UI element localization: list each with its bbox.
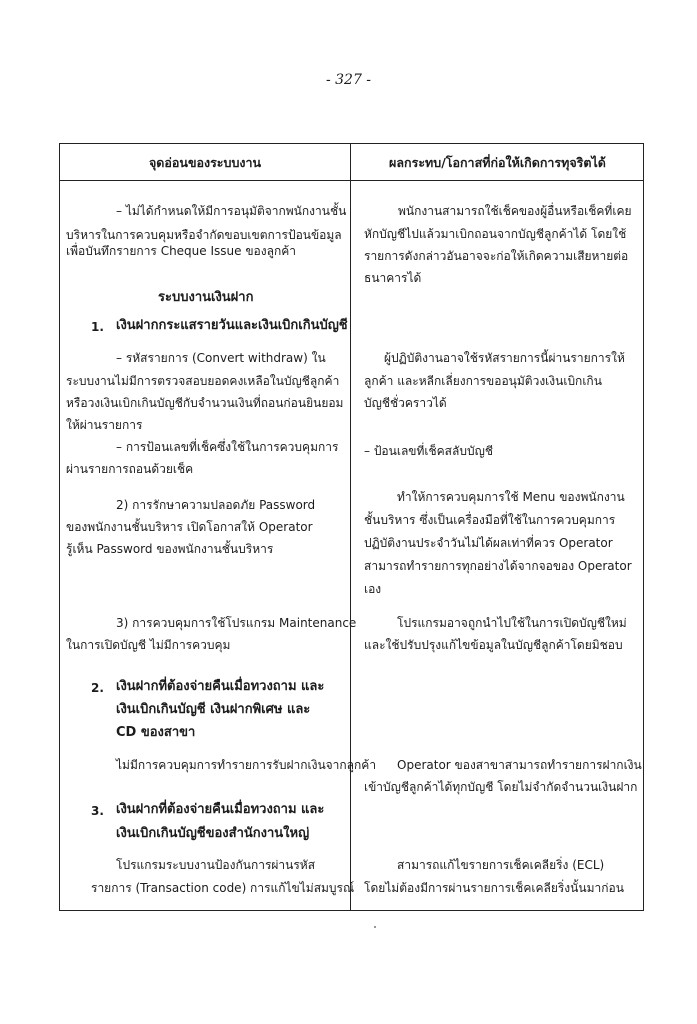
right-r4-line5: เอง bbox=[364, 582, 382, 596]
scan-speck bbox=[374, 926, 376, 928]
left-p1-line2: บริหารในการควบคุมหรือจำกัดขอบเขตการป้อนข้อมูล bbox=[66, 228, 342, 242]
item2-heading-line1: เงินฝากที่ต้องจ่ายคืนเมื่อทวงถาม และ bbox=[116, 679, 325, 694]
section-heading-deposit: ระบบงานเงินฝาก bbox=[158, 290, 254, 305]
left-p4-line3: รู้เห็น Password ของพนักงานชั้นบริหาร bbox=[66, 542, 274, 556]
item3-heading-line2: เงินเบิกเกินบัญชีของสำนักงานใหญ่ bbox=[116, 826, 310, 841]
right-r7-line1: สามารถแก้ไขรายการเช็คเคลียริ่ง (ECL) bbox=[397, 858, 605, 872]
left-p2-line4: ให้ผ่านรายการ bbox=[66, 418, 143, 432]
left-p4-line2: ของพนักงานชั้นบริหาร เปิดโอกาสให้ Operator bbox=[66, 520, 313, 534]
right-r4-line4: สามารถทำรายการทุกอย่างได้จากจอของ Operator bbox=[364, 559, 632, 573]
item2-heading-line2: เงินเบิกเกินบัญชี เงินฝากพิเศษ และ bbox=[116, 702, 311, 717]
right-r7-line2: โดยไม่ต้องมีการผ่านรายการเช็คเคลียริ่งนั้นมาก่อน bbox=[364, 881, 624, 895]
left-p1-line3: เพื่อบันทึกรายการ Cheque Issue ของลูกค้า bbox=[66, 244, 296, 258]
right-r4-line1: ทำให้การควบคุมการใช้ Menu ของพนักงาน bbox=[397, 490, 625, 504]
header-impact: ผลกระทบ/โอกาสที่ก่อให้เกิดการทุจริตได้ bbox=[389, 155, 606, 170]
header-weakness: จุดอ่อนของระบบงาน bbox=[148, 155, 262, 170]
right-r5-line2: และใช้ปรับปรุงแก้ไขข้อมูลในบัญชีลูกค้าโดยมิชอบ bbox=[364, 638, 623, 652]
right-r6-line2: เข้าบัญชีลูกค้าได้ทุกบัญชี โดยไม่จำกัดจำนวนเงินฝาก bbox=[364, 780, 638, 794]
item1-number: 1. bbox=[91, 320, 104, 334]
left-p7-line1: โปรแกรมระบบงานป้องกันการผ่านรหัส bbox=[116, 858, 316, 872]
column-divider bbox=[350, 144, 351, 910]
left-p6: ไม่มีการควบคุมการทำรายการรับฝากเงินจากลูกค้า bbox=[116, 758, 377, 772]
right-r4-line3: ปฏิบัติงานประจำวันไม่ได้ผลเท่าที่ควร Operator bbox=[364, 536, 613, 550]
item1-heading: เงินฝากกระแสรายวันและเงินเบิกเกินบัญชี bbox=[116, 318, 348, 333]
page-number: - 327 - bbox=[325, 72, 372, 88]
right-r6-line1: Operator ของสาขาสามารถทำรายการฝากเงิน bbox=[397, 758, 642, 772]
header-divider bbox=[60, 180, 643, 181]
right-r3: – ป้อนเลขที่เช็คสลับบัญชี bbox=[364, 444, 493, 458]
right-r1-line4: ธนาคารได้ bbox=[364, 271, 422, 285]
item2-heading-line3: CD ของสาขา bbox=[116, 725, 196, 740]
right-r1-line3: รายการดังกล่าวอันอาจจะก่อให้เกิดความเสียหายต่อ bbox=[364, 249, 629, 263]
left-p5-line1: 3) การควบคุมการใช้โปรแกรม Maintenance bbox=[116, 616, 357, 630]
right-r2-line2: ลูกค้า และหลีกเลี่ยงการขออนุมัติวงเงินเบิกเกิน bbox=[364, 374, 602, 388]
left-p3-line2: ผ่านรายการถอนด้วยเช็ค bbox=[66, 462, 194, 476]
left-p2-line1: – รหัสรายการ (Convert withdraw) ใน bbox=[116, 351, 326, 365]
right-r1-line1: พนักงานสามารถใช้เช็คของผู้อื่นหรือเช็คที่เคย bbox=[398, 204, 632, 218]
left-p2-line2: ระบบงานไม่มีการตรวจสอบยอดคงเหลือในบัญชีลูกค้า bbox=[66, 374, 340, 388]
left-p1-line1: – ไม่ได้กำหนดให้มีการอนุมัติจากพนักงานชั้น bbox=[116, 204, 347, 218]
item3-number: 3. bbox=[91, 804, 104, 818]
right-r2-line3: บัญชีชั่วคราวได้ bbox=[364, 396, 447, 410]
left-p5-line2: ในการเปิดบัญชี ไม่มีการควบคุม bbox=[66, 638, 231, 652]
right-r4-line2: ชั้นบริหาร ซึ่งเป็นเครื่องมือที่ใช้ในการควบคุมการ bbox=[364, 513, 616, 527]
right-r5-line1: โปรแกรมอาจถูกนำไปใช้ในการเปิดบัญชีใหม่ bbox=[397, 616, 627, 630]
item3-heading-line1: เงินฝากที่ต้องจ่ายคืนเมื่อทวงถาม และ bbox=[116, 802, 325, 817]
right-r2-line1: ผู้ปฏิบัติงานอาจใช้รหัสรายการนี้ผ่านรายการให้ bbox=[384, 351, 625, 365]
item2-number: 2. bbox=[91, 681, 104, 695]
right-r1-line2: หักบัญชีไปแล้วมาเบิกถอนจากบัญชีลูกค้าได้ โดยใช้ bbox=[364, 227, 627, 241]
left-p3-line1: – การป้อนเลขที่เช็คซึ่งใช้ในการควบคุมการ bbox=[116, 440, 339, 454]
left-p7-line2: รายการ (Transaction code) การแก้ไขไม่สมบูรณ์ bbox=[91, 881, 355, 895]
left-p4-line1: 2) การรักษาความปลอดภัย Password bbox=[116, 498, 316, 512]
left-p2-line3: หรือวงเงินเบิกเกินบัญชีกับจำนวนเงินที่ถอนก่อนยินยอม bbox=[66, 396, 344, 410]
